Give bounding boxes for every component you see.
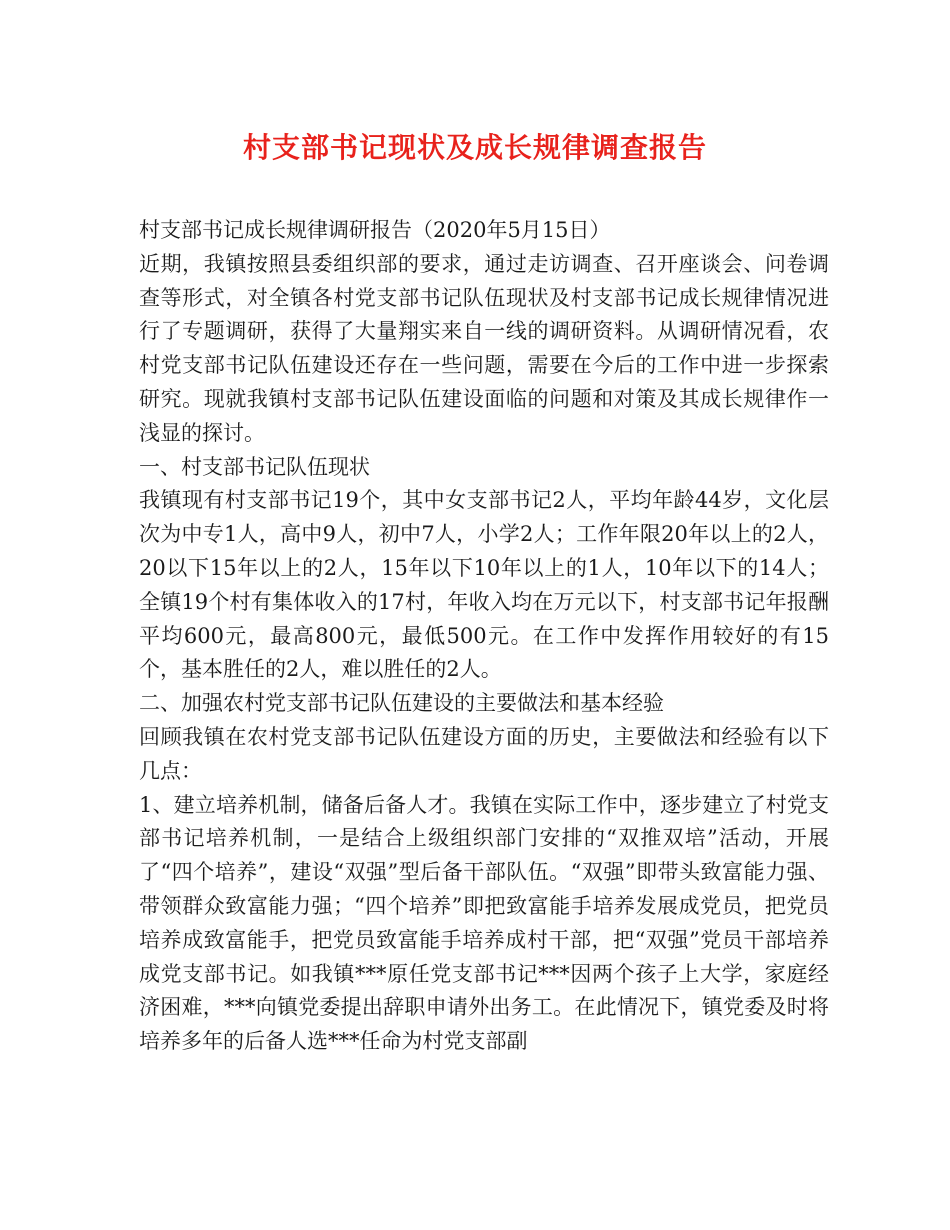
section-heading-practices: 二、加强农村党支部书记队伍建设的主要做法和基本经验: [139, 691, 664, 716]
report-subtitle-paragraph: 村支部书记成长规律调研报告（2020年5月15日）: [139, 218, 611, 242]
status-paragraph: 我镇现有村支部书记19个，其中女支部书记2人，平均年龄44岁，文化层次为中专1人，高中9人，初中7人，小学2人；工作年限20年以上的2人，20以下15年以上的2人，15年以下10年以上的1人，10年以下的14人；全镇19个村有集体收入的17村，年收入均在万元以下，村支部书记年报酬平均600元，最高800元，最低500元。在工作中发挥作用较好的有15个，基本胜任的2人，难以胜任的2人。: [139, 488, 829, 682]
document-body: [139, 214, 829, 1059]
intro-paragraph: 近期，我镇按照县委组织部的要求，通过走访调查、召开座谈会、问卷调查等形式，对全镇各村党支部书记队伍现状及村支部书记成长规律情况进行了专题调研，获得了大量翔实来自一线的调研资料。从调研情况看，农村党支部书记队伍建设还存在一些问题，需要在今后的工作中进一步探索研究。现就我镇村支部书记队伍建设面临的问题和对策及其成长规律作一浅显的探讨。: [139, 251, 829, 445]
section-heading-status: 一、村支部书记队伍现状: [139, 454, 370, 479]
review-paragraph: 回顾我镇在农村党支部书记队伍建设方面的历史，主要做法和经验有以下几点：: [139, 724, 829, 783]
document-title: 村支部书记现状及成长规律调查报告: [242, 131, 707, 164]
practice-one-paragraph: 1、建立培养机制，储备后备人才。我镇在实际工作中，逐步建立了村党支部书记培养机制，一是结合上级组织部门安排的“双推双培”活动，开展了“四个培养”，建设“双强”型后备干部队伍。“双强”即带头致富能力强、带领群众致富能力强；“四个培养”即把致富能手培养发展成党员，把党员培养成致富能手，把党员致富能手培养成村干部，把“双强”党员干部培养成党支部书记。如我镇***原任党支部书记***因两个孩子上大学，家庭经济困难，***向镇党委提出辞职申请外出务工。在此情况下，镇党委及时将培养多年的后备人选***任命为村党支部副: [139, 792, 829, 1054]
